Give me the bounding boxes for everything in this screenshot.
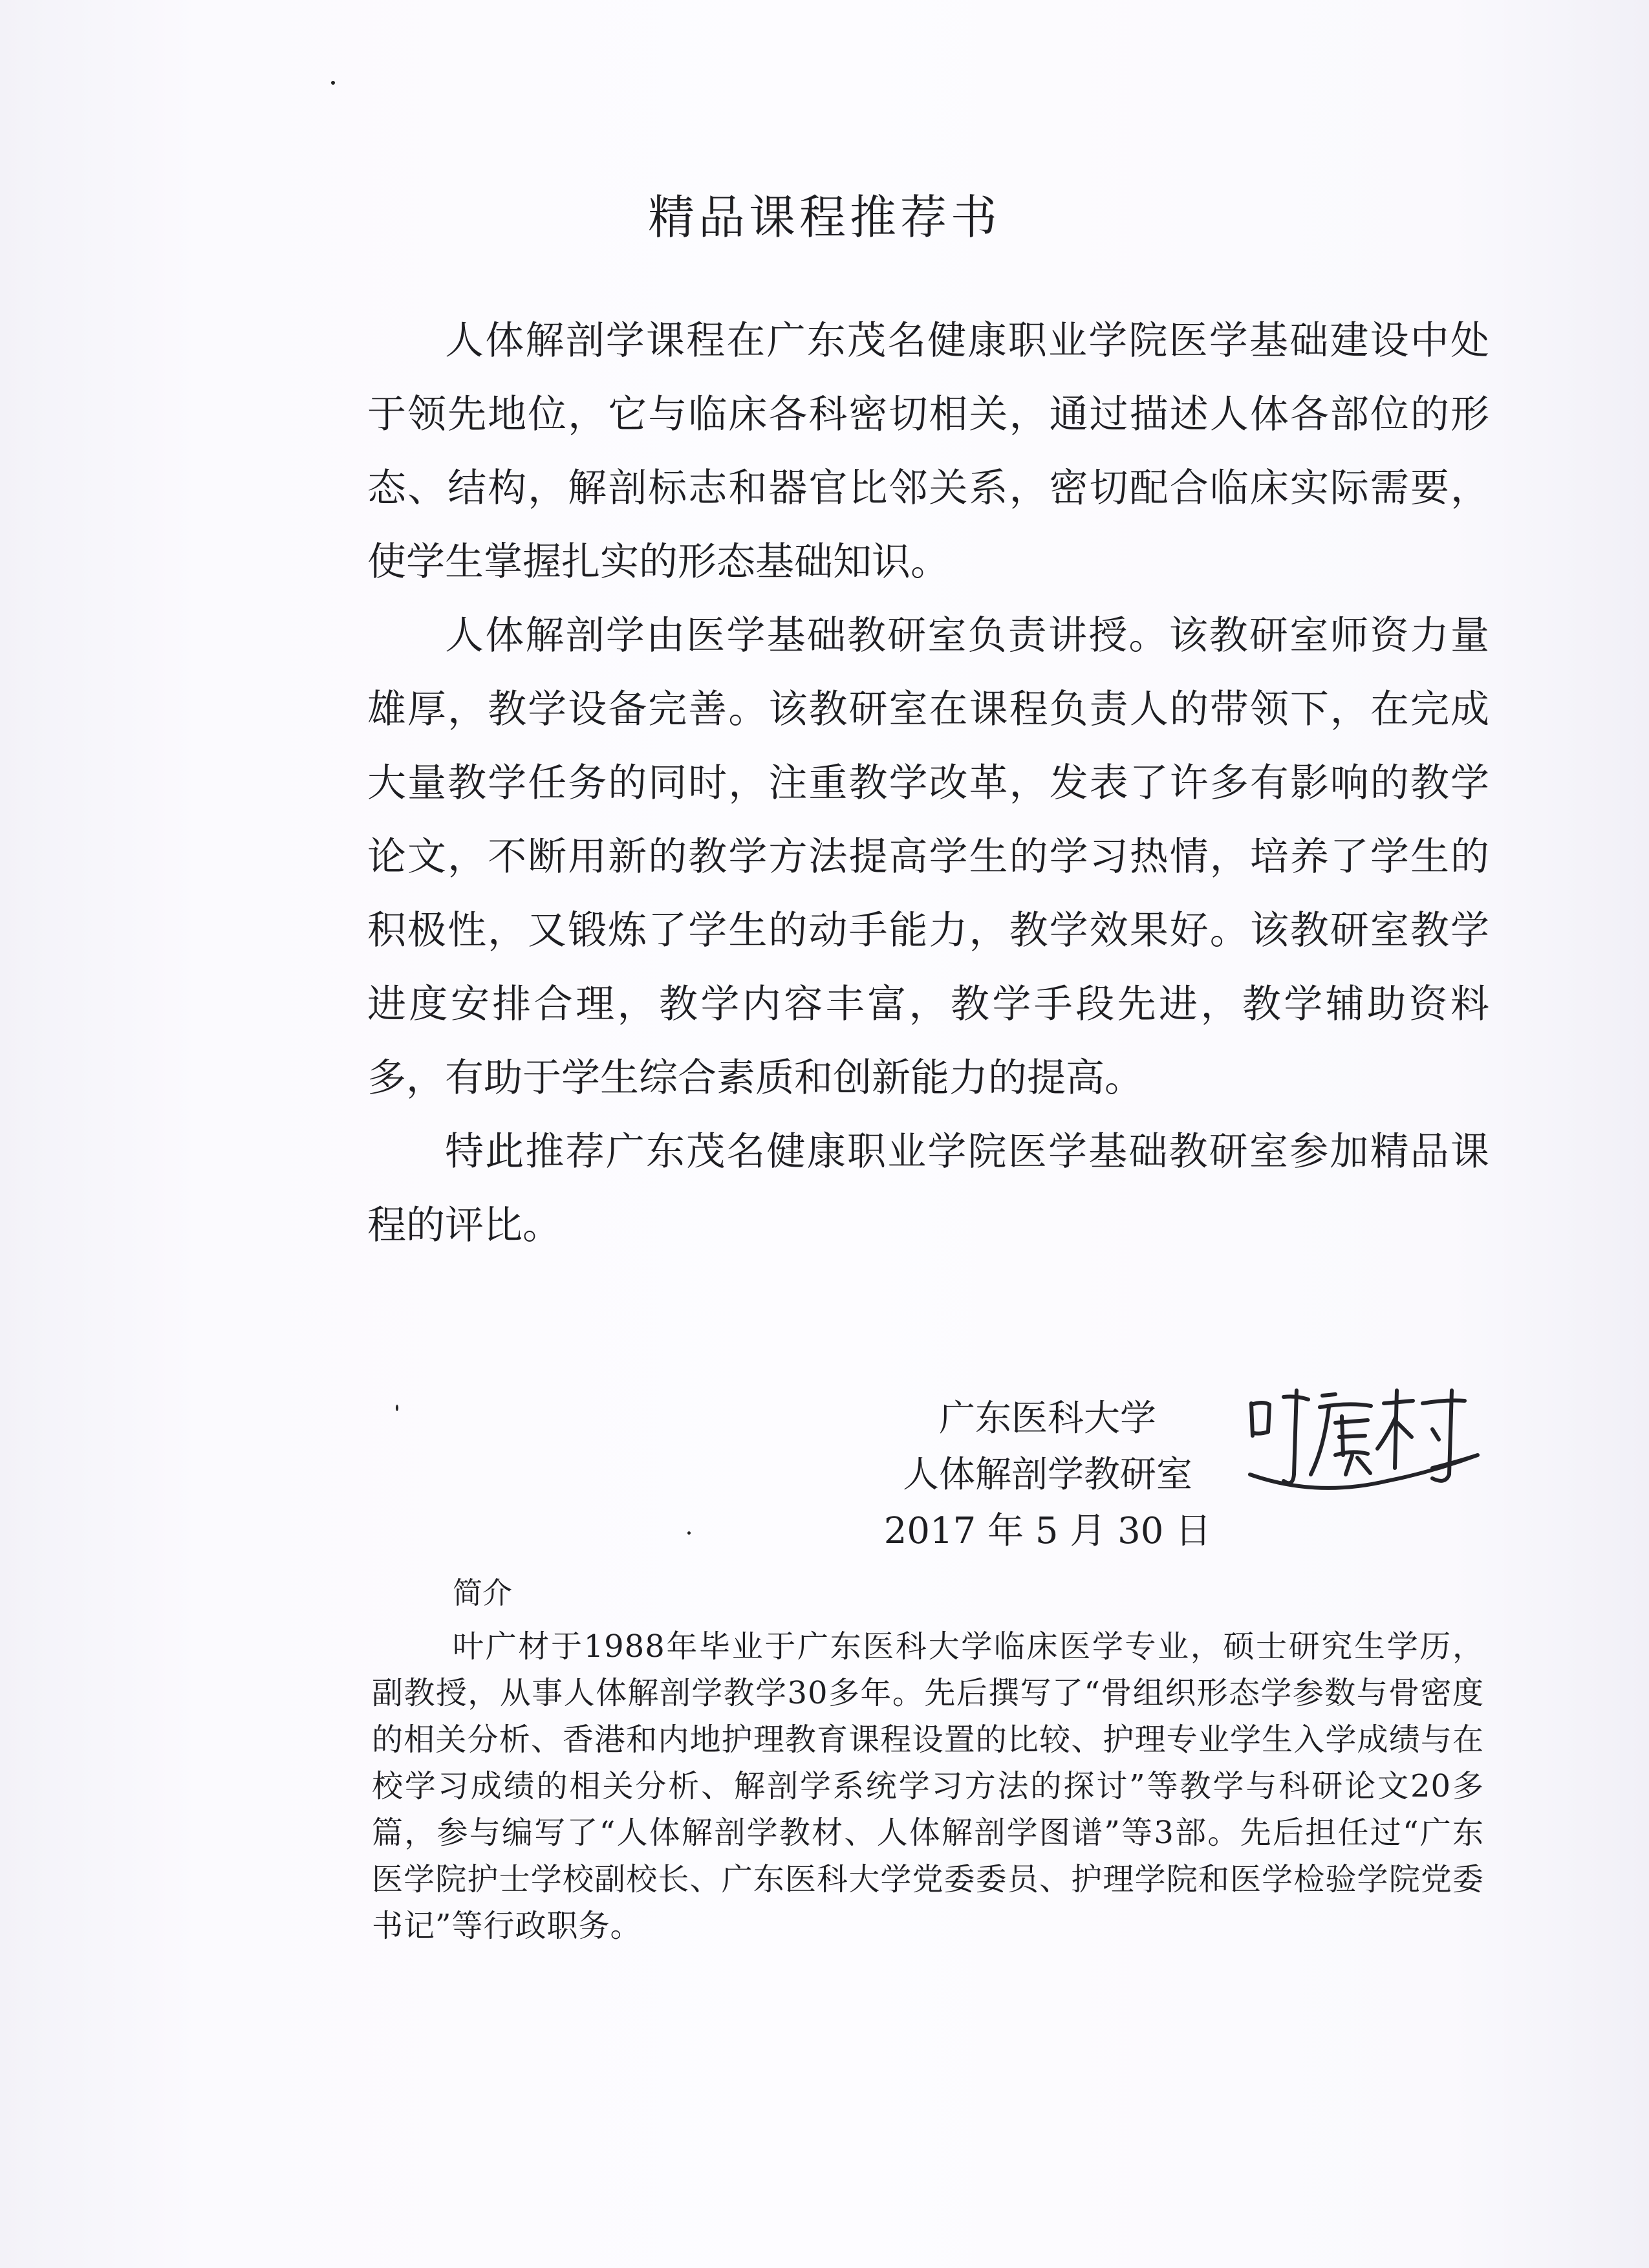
scan-speck bbox=[331, 81, 335, 85]
handwritten-signature bbox=[1238, 1377, 1484, 1500]
signoff-date: 2017 年 5 月 30 日 bbox=[883, 1510, 1212, 1552]
body-paragraph: 人体解剖学由医学基础教研室负责讲授。该教研室师资力量雄厚，教学设备完善。该教研室在课程负责人的带领下，在完成大量教学任务的同时，注重教学改革，发表了许多有影响的教学论文，不断用新的教学方法提高学生的学习热情，培养了学生的积极性，又锻炼了学生的动手能力，教学效果好。该教研室教学进度安排合理，教学内容丰富，教学手段先进，教学辅助资料多，有助于学生综合素质和创新能力的提高。 bbox=[367, 613, 1489, 1101]
body-paragraph: 特此推荐广东茂名健康职业学院医学基础教研室参加精品课程的评比。 bbox=[367, 1129, 1489, 1248]
page-title: 精品课程推荐书 bbox=[647, 190, 1001, 244]
signoff-block bbox=[867, 1390, 1229, 1559]
scan-speck bbox=[396, 1405, 398, 1411]
signoff-department: 人体解剖学教研室 bbox=[903, 1454, 1192, 1496]
recommendation-body bbox=[367, 304, 1489, 1262]
signoff-institution: 广东医科大学 bbox=[939, 1398, 1156, 1440]
scan-speck bbox=[687, 1531, 691, 1535]
intro-heading: 简介 bbox=[453, 1575, 512, 1610]
intro-text: 叶广材于1988年毕业于广东医科大学临床医学专业，硕士研究生学历，副教授，从事人体解剖学教学30多年。先后撰写了“骨组织形态学参数与骨密度的相关分析、香港和内地护理教育课程设置的比较、护理专业学生入学成绩与在校学习成绩的相关分析、解剖学系统学习方法的探讨”等教学与科研论文20多篇，参与编写了“人体解剖学教材、人体解剖学图谱”等3部。先后担任过“广东医学院护士学校副校长、广东医科大学党委委员、护理学院和医学检验学院党委书记”等行政职务。 bbox=[372, 1628, 1484, 1944]
body-paragraph: 人体解剖学课程在广东茂名健康职业学院医学基础建设中处于领先地位，它与临床各科密切相关，通过描述人体各部位的形态、结构，解剖标志和器官比邻关系，密切配合临床实际需要，使学生掌握扎实的形态基础知识。 bbox=[367, 318, 1489, 585]
